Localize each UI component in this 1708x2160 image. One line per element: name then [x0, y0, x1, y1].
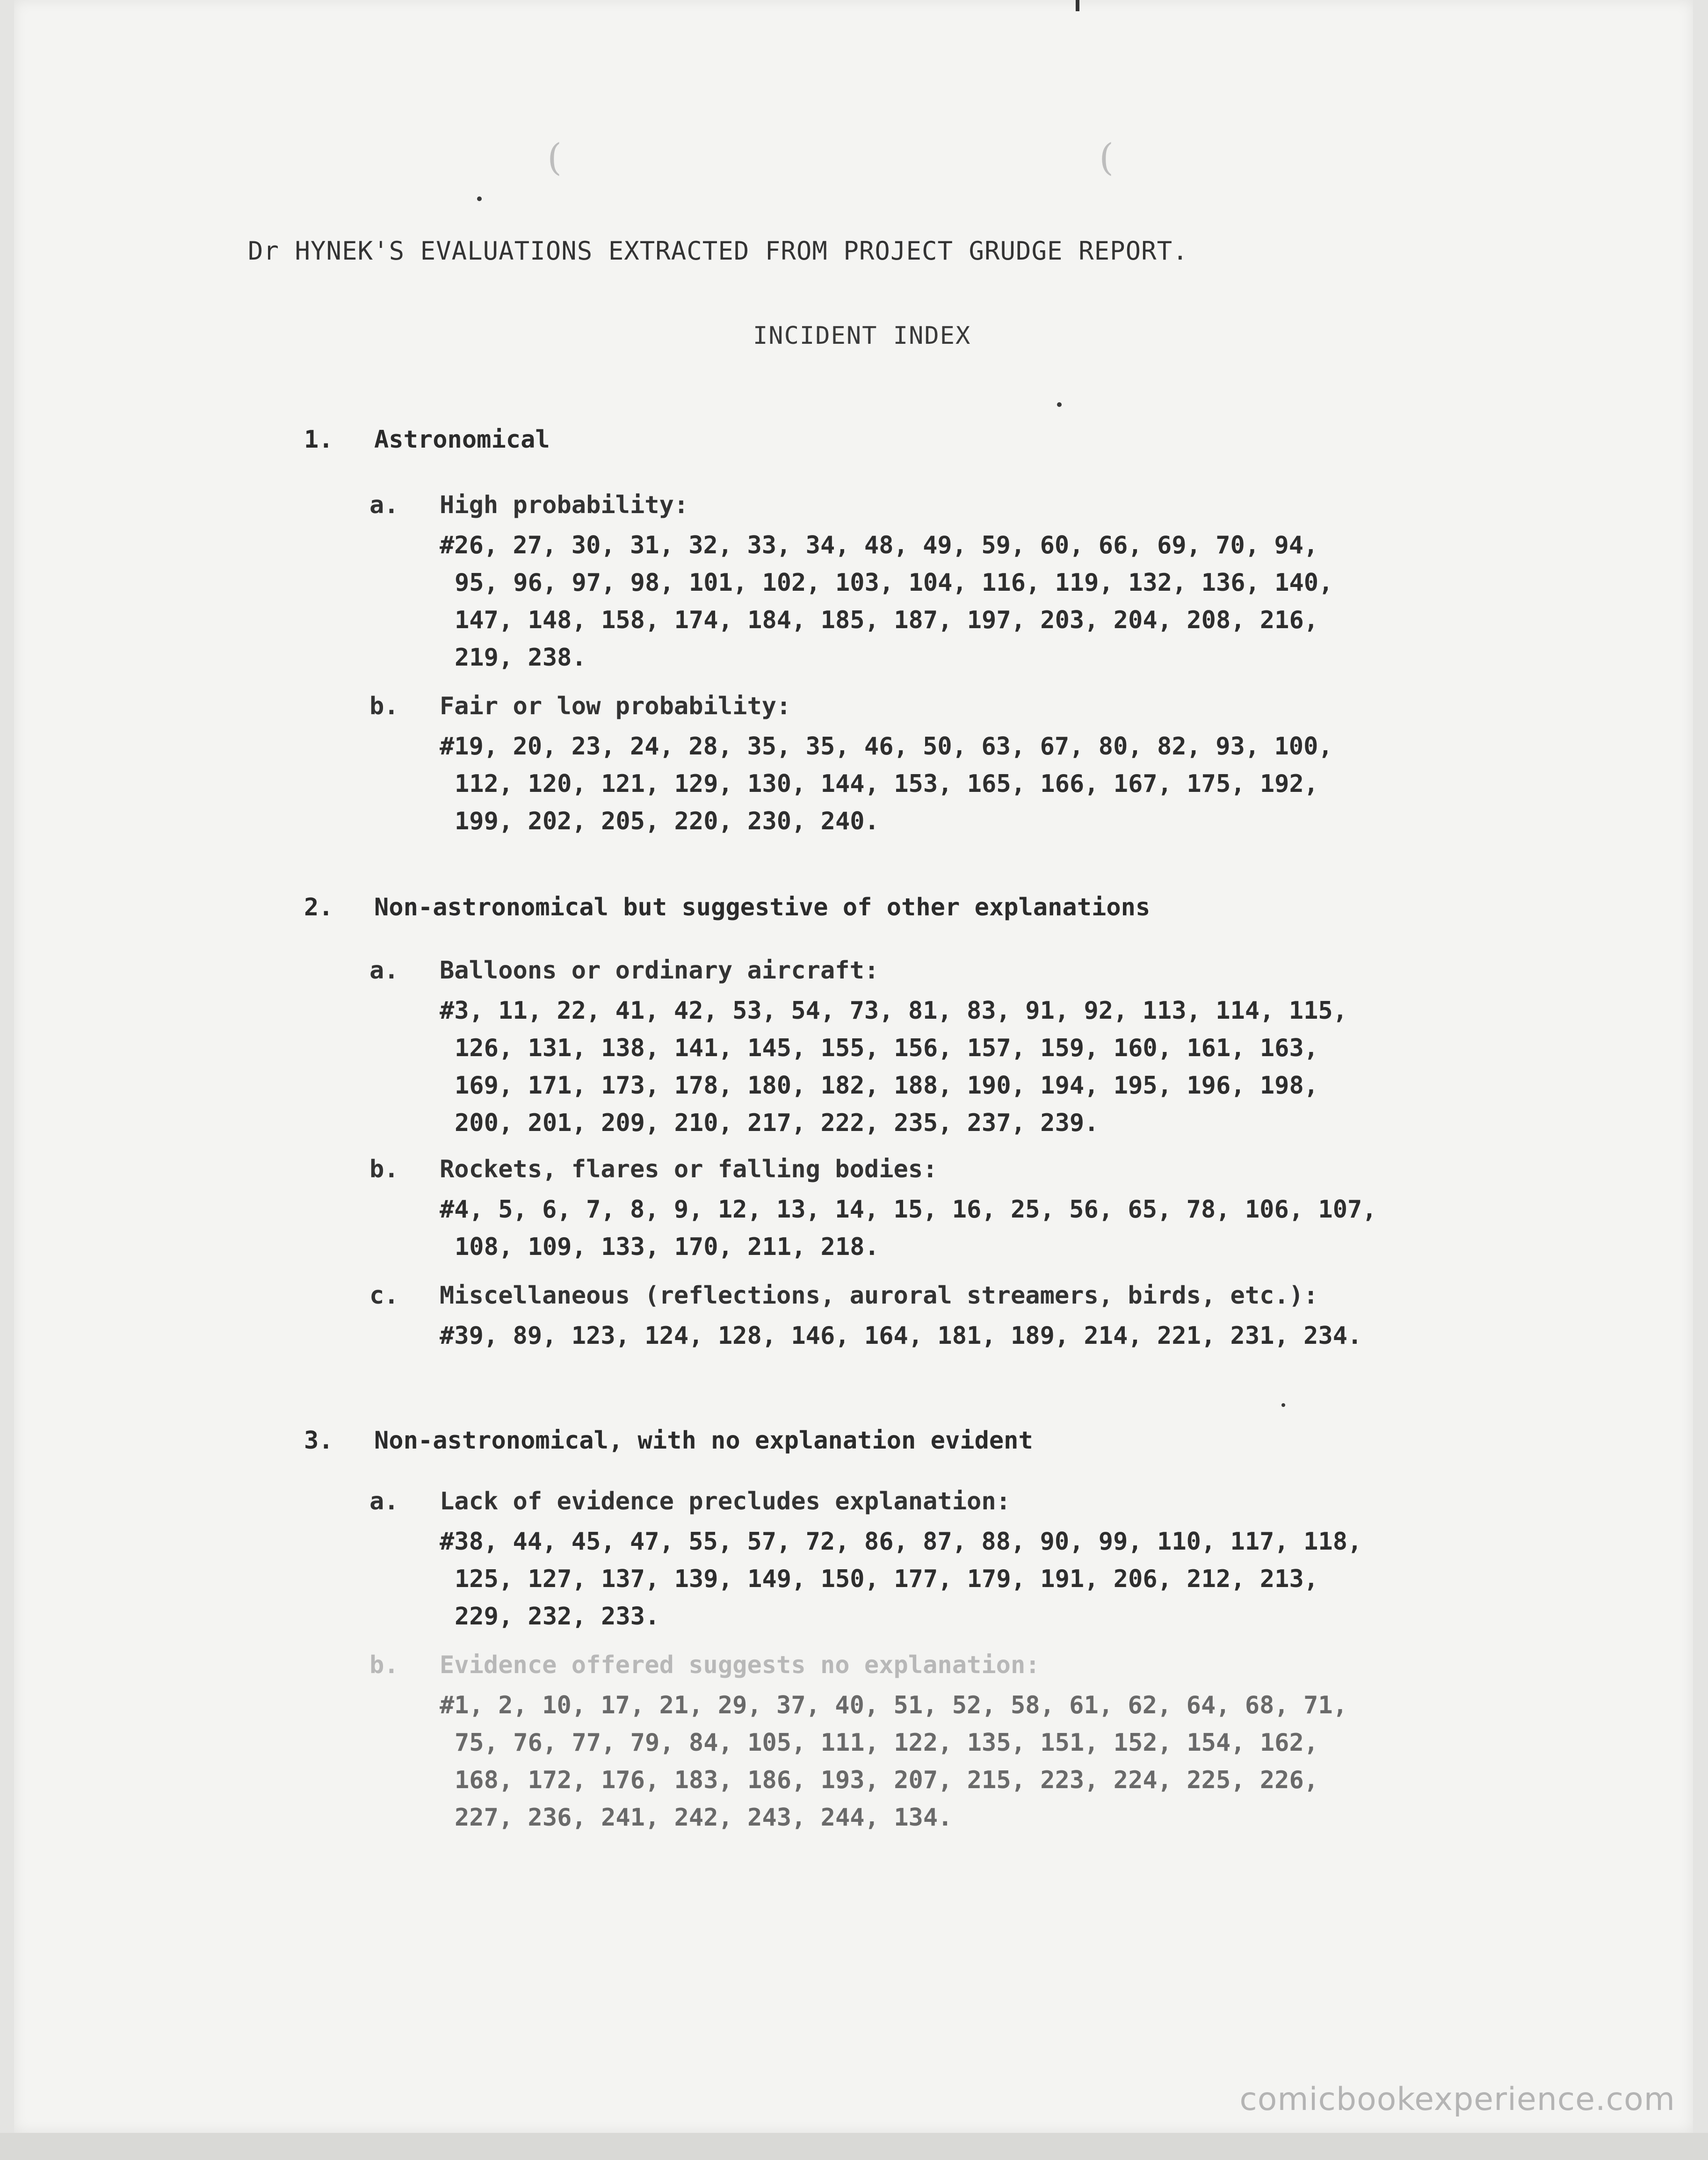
ink-speck [477, 196, 482, 201]
incident-list [440, 1191, 1377, 1266]
incident-line: 169, 171, 173, 178, 180, 182, 188, 190, 194, 195, 196, 198, [455, 1072, 1319, 1100]
subsection-letter: a. [369, 491, 399, 519]
incident-line: #26, 27, 30, 31, 32, 33, 34, 48, 49, 59, 60, 66, 69, 70, 94, [440, 531, 1318, 559]
incident-list [440, 527, 1333, 676]
subsection-high-probability [369, 491, 1333, 676]
incident-line: #3, 11, 22, 41, 42, 53, 54, 73, 81, 83, 91, 92, 113, 114, 115, [440, 997, 1348, 1025]
incident-list [440, 1687, 1347, 1836]
incident-line: 125, 127, 137, 139, 149, 150, 177, 179, 191, 206, 212, 213, [455, 1565, 1319, 1593]
section-number: 2. [304, 893, 333, 921]
section-title: Non-astronomical but suggestive of other explanations [374, 893, 1151, 921]
subsection-evidence-no-explanation [369, 1651, 1347, 1836]
incident-line: 108, 109, 133, 170, 211, 218. [455, 1233, 879, 1261]
incident-line: 126, 131, 138, 141, 145, 155, 156, 157, 159, 160, 161, 163, [455, 1034, 1319, 1062]
incident-line: 199, 202, 205, 220, 230, 240. [455, 807, 879, 835]
incident-list [440, 728, 1333, 840]
subsection-label [369, 1282, 1362, 1310]
subsection-miscellaneous [369, 1282, 1362, 1355]
subsection-label [369, 1651, 1347, 1679]
ink-speck [1057, 402, 1062, 407]
subsection-letter: a. [369, 1487, 399, 1515]
subsection-label [369, 692, 1333, 720]
incident-line: 95, 96, 97, 98, 101, 102, 103, 104, 116, 119, 132, 136, 140, [455, 569, 1333, 597]
punch-mark [1076, 0, 1079, 11]
incident-line: #19, 20, 23, 24, 28, 35, 35, 46, 50, 63, 67, 80, 82, 93, 100, [440, 732, 1333, 761]
bleed-through-mark: ( [547, 136, 562, 179]
subsection-label [369, 1155, 1377, 1183]
section-non-astronomical-unexplained [304, 1427, 1033, 1455]
bleed-through-mark: ( [1099, 136, 1114, 179]
subsection-title: Fair or low probability: [440, 692, 791, 720]
section-astronomical [304, 426, 550, 454]
watermark: comicbookexperience.com [1239, 2081, 1675, 2118]
section-heading [304, 426, 550, 454]
incident-list [440, 992, 1347, 1142]
subsection-title: Miscellaneous (reflections, auroral streamers, birds, etc.): [440, 1282, 1318, 1310]
incident-list [440, 1317, 1362, 1355]
incident-line: #1, 2, 10, 17, 21, 29, 37, 40, 51, 52, 58, 61, 62, 64, 68, 71, [440, 1691, 1348, 1719]
subsection-rockets-flares [369, 1155, 1377, 1266]
document-title: Dr HYNEK'S EVALUATIONS EXTRACTED FROM PROJECT GRUDGE REPORT. [248, 236, 1188, 266]
incident-line: #4, 5, 6, 7, 8, 9, 12, 13, 14, 15, 16, 25, 56, 65, 78, 106, 107, [440, 1196, 1377, 1224]
subsection-label [369, 1487, 1362, 1515]
section-non-astronomical-suggestive [304, 893, 1150, 921]
subsection-letter: b. [369, 1651, 399, 1679]
incident-line: 112, 120, 121, 129, 130, 144, 153, 165, 166, 167, 175, 192, [455, 770, 1319, 798]
subsection-letter: a. [369, 957, 399, 985]
scan-edge [0, 2133, 1708, 2160]
subsection-label [369, 957, 1347, 985]
incident-line: 219, 238. [455, 644, 586, 672]
subsection-letter: b. [369, 1155, 399, 1183]
subsection-balloons-aircraft [369, 957, 1347, 1142]
incident-list [440, 1523, 1362, 1635]
incident-line: 147, 148, 158, 174, 184, 185, 187, 197, 203, 204, 208, 216, [455, 606, 1319, 634]
subsection-label [369, 491, 1333, 519]
incident-line: 168, 172, 176, 183, 186, 193, 207, 215, 223, 224, 225, 226, [455, 1766, 1319, 1794]
document-page [14, 0, 1693, 2133]
incident-line: 200, 201, 209, 210, 217, 222, 235, 237, 239. [455, 1109, 1099, 1137]
section-heading [304, 893, 1150, 921]
subsection-letter: c. [369, 1282, 399, 1310]
section-title: Non-astronomical, with no explanation evident [374, 1427, 1033, 1455]
subsection-title: Lack of evidence precludes explanation: [440, 1487, 1011, 1515]
subsection-lack-of-evidence [369, 1487, 1362, 1635]
section-title: Astronomical [374, 426, 550, 454]
subsection-fair-probability [369, 692, 1333, 840]
section-number: 1. [304, 426, 333, 454]
incident-line: 229, 232, 233. [455, 1602, 660, 1631]
subsection-title: Balloons or ordinary aircraft: [440, 957, 879, 985]
subsection-title: High probability: [440, 491, 689, 519]
incident-line: #39, 89, 123, 124, 128, 146, 164, 181, 189, 214, 221, 231, 234. [440, 1322, 1362, 1350]
subsection-title: Rockets, flares or falling bodies: [440, 1155, 938, 1183]
section-number: 3. [304, 1427, 333, 1455]
ink-speck [1281, 1403, 1285, 1407]
incident-line: 227, 236, 241, 242, 243, 244, 134. [455, 1804, 953, 1832]
incident-line: 75, 76, 77, 79, 84, 105, 111, 122, 135, 151, 152, 154, 162, [455, 1729, 1319, 1757]
subsection-letter: b. [369, 692, 399, 720]
section-heading [304, 1427, 1033, 1455]
incident-line: #38, 44, 45, 47, 55, 57, 72, 86, 87, 88, 90, 99, 110, 117, 118, [440, 1528, 1362, 1556]
subsection-title: Evidence offered suggests no explanation: [440, 1651, 1040, 1679]
document-subtitle: INCIDENT INDEX [753, 322, 971, 350]
